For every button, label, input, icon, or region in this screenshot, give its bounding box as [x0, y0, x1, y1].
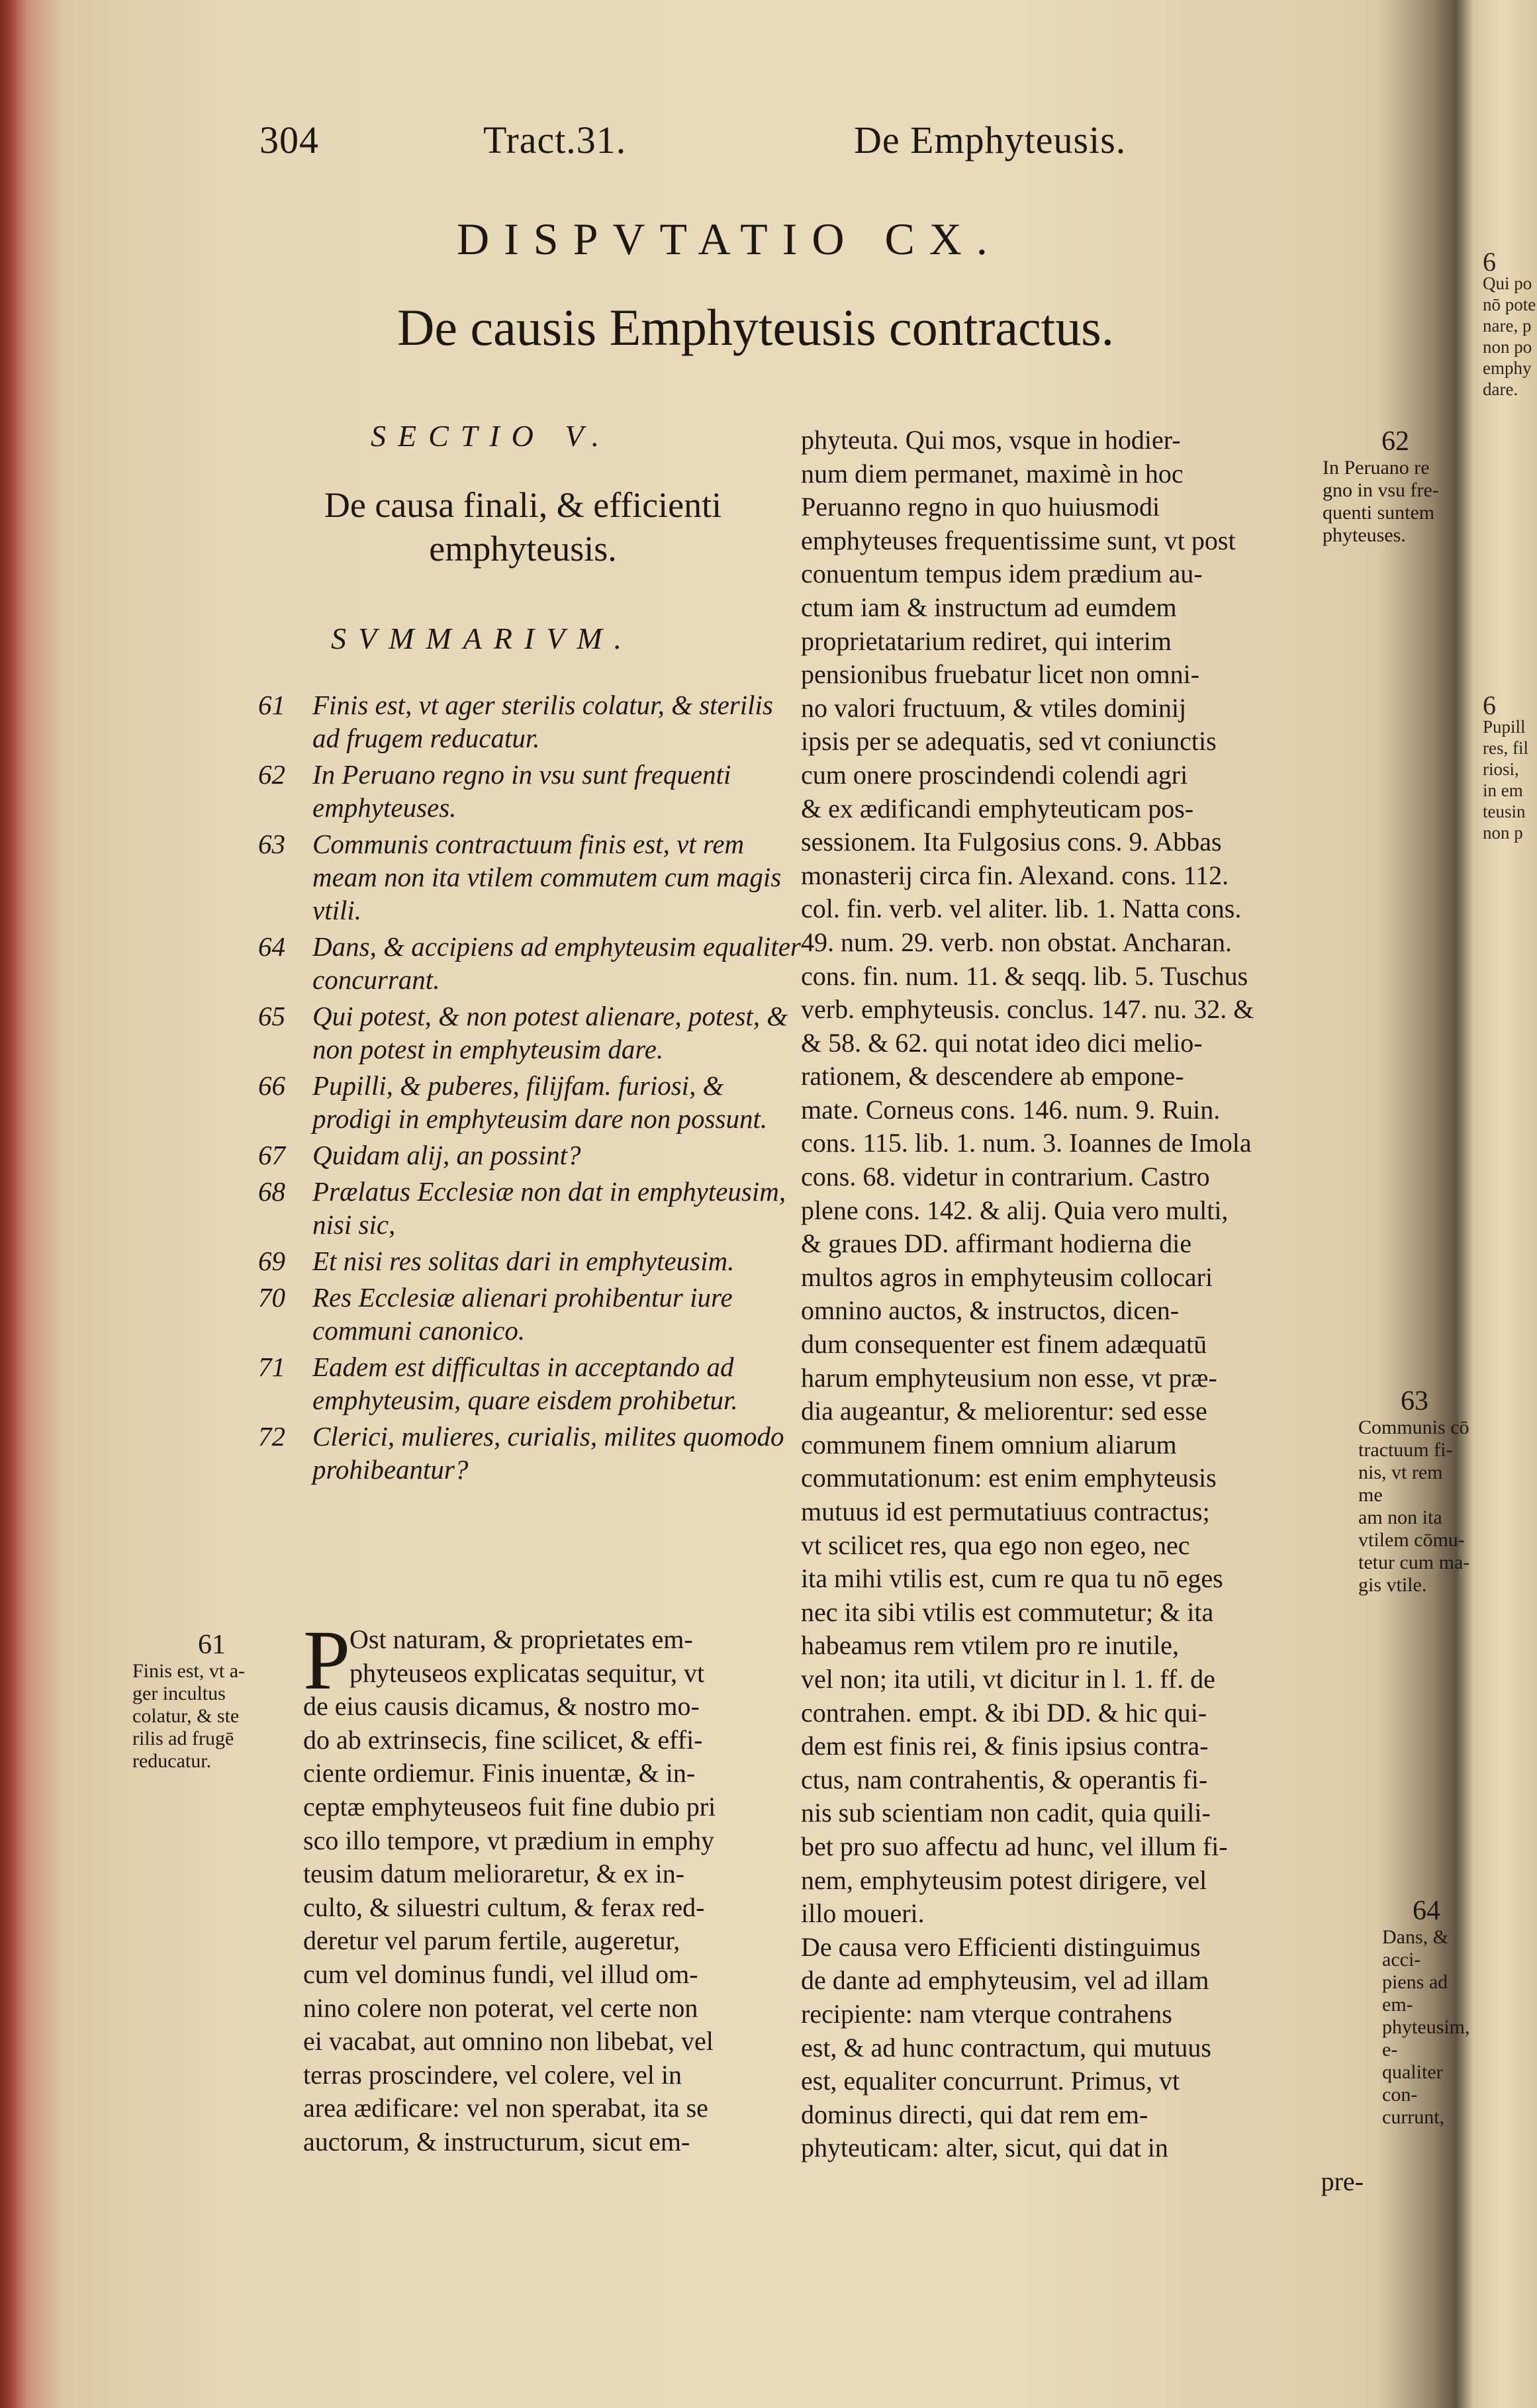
- text-line: de eius causis dicamus, & nostro mo-: [303, 1691, 700, 1722]
- summarium-item: [252, 1281, 801, 1347]
- fragment-line: nō pote: [1483, 295, 1536, 314]
- text-line: de dante ad emphyteusim, vel ad illam: [801, 1965, 1209, 1996]
- margin-note-line: quenti suntem: [1323, 502, 1435, 524]
- text-line: dum consequenter est finem adæquatū: [801, 1329, 1207, 1360]
- summarium-item: [252, 1069, 801, 1135]
- summarium-text: In Peruano regno in vsu sunt frequenti emphyteuses.: [312, 759, 731, 823]
- text-line: ita mihi vtilis est, cum re qua tu nō eges: [801, 1563, 1223, 1594]
- summarium-text: Dans, & accipiens ad emphyteusim equaliter concurrant.: [312, 931, 801, 995]
- tract-label: Tract.31.: [483, 118, 627, 162]
- fragment-line: 6: [1483, 247, 1496, 277]
- text-line: bet pro suo affectu ad hunc, vel illum fi-: [801, 1831, 1228, 1861]
- text-line: sco illo tempore, vt prædium in emphy: [303, 1825, 715, 1855]
- text-line: habeamus rem vtilem pro re inutile,: [801, 1630, 1179, 1661]
- section-heading-line: De causa finali, & efficienti: [324, 485, 722, 525]
- running-title: De Emphyteusis.: [854, 118, 1127, 162]
- summarium-number: 64: [258, 931, 285, 962]
- summarium-heading: SVMMARIVM.: [331, 622, 634, 655]
- margin-note-number: 61: [198, 1630, 226, 1660]
- summarium-number: 69: [258, 1246, 285, 1276]
- summarium-text: Qui potest, & non potest alienare, potest, & non potest in emphyteusim dare.: [312, 1001, 788, 1064]
- text-line: mate. Corneus cons. 146. num. 9. Ruin.: [801, 1094, 1221, 1125]
- summarium-text: Clerici, mulieres, curialis, milites quomodo prohibeantur?: [312, 1421, 784, 1485]
- left-column-text: [303, 1613, 826, 2159]
- text-line: ciente ordiemur. Finis inuentæ, & in-: [303, 1758, 696, 1788]
- text-line: pensionibus fruebatur licet non omni-: [801, 659, 1200, 690]
- text-line: phyteuseos explicatas sequitur, vt: [349, 1657, 705, 1688]
- margin-note-line: colatur, & ste: [132, 1705, 240, 1727]
- margin-note-line: gno in vsu fre-: [1323, 479, 1439, 501]
- text-line: dia augeantur, & meliorentur: sed esse: [801, 1396, 1207, 1426]
- margin-note-62: [1323, 426, 1468, 547]
- section-heading-line: emphyteusis.: [429, 529, 617, 569]
- text-line: area ædificare: vel non sperabat, ita se: [303, 2093, 708, 2123]
- text-line: dominus directi, qui dat rem em-: [801, 2099, 1148, 2129]
- facing-page-fragment-top: [1483, 247, 1537, 400]
- main-title: De causis Emphyteusis contractus.: [397, 299, 1115, 356]
- text-line: De causa vero Efficienti distinguimus: [801, 1931, 1201, 1962]
- text-line: ipsis per se adequatis, sed vt coniunctis: [801, 726, 1217, 757]
- margin-note-line: In Peruano re: [1323, 457, 1430, 479]
- text-line: verb. emphyteusis. conclus. 147. nu. 32. &: [801, 994, 1254, 1025]
- summarium-item: [252, 1244, 801, 1277]
- summarium-text: Quidam alij, an possint?: [312, 1140, 581, 1170]
- summarium-item: [252, 999, 801, 1066]
- fragment-line: Qui po: [1483, 273, 1532, 293]
- margin-note-line: rilis ad frugē: [132, 1728, 234, 1749]
- text-line: & 58. & 62. qui notat ideo dici melio-: [801, 1027, 1203, 1058]
- text-line: nec ita sibi vtilis est commutetur; & ita: [801, 1597, 1214, 1627]
- text-line: deretur vel parum fertile, augeretur,: [303, 1925, 680, 1956]
- text-line: do ab extrinsecis, fine scilicet, & effi-: [303, 1724, 703, 1755]
- summarium-item: [252, 1175, 801, 1241]
- summarium-number: 72: [258, 1421, 285, 1452]
- margin-note-64: [1382, 1896, 1471, 2129]
- catchword: pre-: [1321, 2166, 1364, 2196]
- text-line: multos agros in emphyteusim collocari: [801, 1262, 1213, 1292]
- summarium-number: 62: [258, 759, 285, 790]
- margin-note-line: currunt,: [1382, 2106, 1445, 2128]
- text-line: teusim datum melioraretur, & ex in-: [303, 1859, 685, 1889]
- text-line: Peruanno regno in quo huiusmodi: [801, 492, 1160, 522]
- text-line: col. fin. verb. vel aliter. lib. 1. Natta cons.: [801, 894, 1242, 924]
- margin-note-line: Communis cō: [1358, 1416, 1469, 1438]
- text-line: contrahen. empt. & ibi DD. & hic qui-: [801, 1697, 1207, 1728]
- text-line: no valori fructuum, & vtiles dominij: [801, 692, 1187, 723]
- text-line: culto, & siluestri cultum, & ferax red-: [303, 1892, 705, 1922]
- summarium-number: 65: [258, 1001, 285, 1031]
- right-column-text: [801, 424, 1364, 2198]
- text-line: cum vel dominus fundi, vel illud om-: [303, 1959, 698, 1989]
- margin-note-line: phyteusim, e-: [1382, 2016, 1470, 2061]
- text-line: est, equaliter concurrunt. Primus, vt: [801, 2066, 1180, 2096]
- fragment-line: non po: [1483, 337, 1532, 357]
- facing-page-edge: [1473, 0, 1537, 2408]
- text-line: auctorum, & instructurum, sicut em-: [303, 2126, 690, 2156]
- summarium-item: [252, 827, 801, 927]
- margin-note-line: am non ita: [1358, 1506, 1442, 1528]
- text-line: communem finem omnium aliarum: [801, 1429, 1177, 1459]
- text-line: & graues DD. affirmant hodierna die: [801, 1228, 1192, 1259]
- margin-note-line: nis, vt rem me: [1358, 1461, 1443, 1506]
- text-line: cons. fin. num. 11. & seqq. lib. 5. Tuschus: [801, 960, 1248, 991]
- text-line: nem, emphyteusim potest dirigere, vel: [801, 1865, 1207, 1895]
- summarium-text: Et nisi res solitas dari in emphyteusim.: [312, 1246, 735, 1276]
- text-line: cons. 115. lib. 1. num. 3. Ioannes de Imola: [801, 1128, 1252, 1158]
- text-line: monasterij circa fin. Alexand. cons. 112.: [801, 860, 1229, 890]
- summarium-item: [252, 1420, 801, 1486]
- summarium-text: Finis est, vt ager sterilis colatur, & sterilis ad frugem reducatur.: [312, 690, 773, 753]
- fragment-line: emphy: [1483, 358, 1532, 378]
- summarium-number: 63: [258, 829, 285, 859]
- summarium-text: Communis contractuum finis est, vt rem meam non ita vtilem commutem cum magis vtili.: [312, 829, 782, 925]
- text-line: ceptæ emphyteuseos fuit fine dubio pri: [303, 1791, 716, 1822]
- margin-note-line: qualiter con-: [1382, 2061, 1443, 2106]
- margin-note-line: reducatur.: [132, 1750, 212, 1772]
- text-line: Ost naturam, & proprietates em-: [349, 1624, 693, 1654]
- text-line: vel non; ita utili, vt dicitur in l. 1. ff. de: [801, 1663, 1215, 1694]
- summarium-list: [252, 688, 801, 1489]
- facing-page-fragment-middle: [1483, 690, 1537, 843]
- sectio-label: SECTIO V.: [371, 419, 612, 453]
- text-line: commutationum: est enim emphyteusis: [801, 1463, 1217, 1493]
- margin-note-line: Finis est, vt a-: [132, 1660, 245, 1682]
- margin-note-line: phyteuses.: [1323, 524, 1406, 546]
- text-line: phyteuticam: alter, sicut, qui dat in: [801, 2133, 1168, 2163]
- text-line: emphyteuses frequentissime sunt, vt post: [801, 525, 1236, 555]
- margin-note-number: 63: [1401, 1386, 1428, 1416]
- summarium-number: 67: [258, 1140, 285, 1170]
- margin-note-number: 62: [1381, 426, 1409, 457]
- text-line: nino colere non poterat, vel certe non: [303, 1992, 698, 2023]
- fragment-line: 6: [1483, 690, 1496, 720]
- text-line: rationem, & descendere ab empone-: [801, 1061, 1184, 1091]
- margin-note-line: tetur cum ma-: [1358, 1551, 1470, 1573]
- text-line: plene cons. 142. & alij. Quia vero multi,: [801, 1195, 1229, 1225]
- text-line: proprietatarium rediret, qui interim: [801, 625, 1172, 656]
- summarium-number: 68: [258, 1176, 285, 1207]
- page-number: 304: [259, 118, 319, 162]
- margin-note-63: [1358, 1386, 1471, 1597]
- text-line: illo moueri.: [801, 1898, 925, 1929]
- text-line: omnino auctos, & instructos, dicen-: [801, 1295, 1180, 1326]
- fragment-line: non p: [1483, 823, 1523, 843]
- text-line: ei vacabat, aut omnino non libebat, vel: [303, 2026, 714, 2057]
- summarium-text: Res Ecclesiæ alienari prohibentur iure communi canonico.: [312, 1282, 733, 1346]
- margin-note-line: Dans, & acci-: [1382, 1926, 1448, 1970]
- drop-cap: P: [303, 1613, 351, 1707]
- text-line: cum onere proscindendi colendi agri: [801, 759, 1188, 790]
- text-line: & ex ædificandi emphyteuticam pos-: [801, 793, 1194, 823]
- summarium-item: [252, 688, 801, 755]
- section-heading: [271, 483, 774, 571]
- summarium-item: [252, 930, 801, 996]
- text-line: num diem permanet, maximè in hoc: [801, 458, 1184, 488]
- summarium-number: 61: [258, 690, 285, 720]
- summarium-number: 70: [258, 1282, 285, 1313]
- text-line: harum emphyteusium non esse, vt præ-: [801, 1362, 1217, 1393]
- text-line: recipiente: nam vterque contrahens: [801, 1998, 1172, 2029]
- text-line: phyteuta. Qui mos, vsque in hodier-: [801, 425, 1181, 455]
- fragment-line: teusin: [1483, 802, 1526, 821]
- margin-note-line: gis vtile.: [1358, 1574, 1427, 1596]
- text-line: dem est finis rei, & finis ipsius contra-: [801, 1731, 1209, 1761]
- summarium-number: 71: [258, 1352, 285, 1382]
- text-line: terras proscindere, vel colere, vel in: [303, 2059, 682, 2090]
- margin-note-line: ger incultus: [132, 1683, 226, 1704]
- text-line: cons. 68. videtur in contrarium. Castro: [801, 1162, 1210, 1192]
- disputatio-title: DISPVTATIO CX.: [457, 214, 1002, 264]
- margin-note-61: [132, 1630, 291, 1773]
- fragment-line: res, fil: [1483, 738, 1528, 758]
- summarium-text: Prælatus Ecclesiæ non dat in emphyteusim, nisi sic,: [312, 1176, 786, 1240]
- text-line: mutuus id est permutatiuus contractus;: [801, 1497, 1210, 1526]
- text-line: sessionem. Ita Fulgosius cons. 9. Abbas: [801, 827, 1222, 857]
- summarium-item: [252, 1138, 801, 1172]
- text-line: 49. num. 29. verb. non obstat. Ancharan.: [801, 927, 1232, 957]
- text-line: nis sub scientiam non cadit, quia quili-: [801, 1798, 1211, 1828]
- summarium-number: 66: [258, 1070, 285, 1101]
- text-line: conuentum tempus idem prædium au-: [801, 559, 1203, 589]
- fragment-line: in em: [1483, 780, 1523, 800]
- summarium-text: Eadem est difficultas in acceptando ad emphyteusim, quare eisdem prohibetur.: [312, 1352, 738, 1415]
- summarium-text: Pupilli, & puberes, filijfam. furiosi, & prodigi in emphyteusim dare non possunt.: [312, 1070, 768, 1134]
- text-line: vt scilicet res, qua ego non egeo, nec: [801, 1530, 1190, 1560]
- fragment-line: nare, p: [1483, 316, 1532, 336]
- fragment-line: Pupill: [1483, 717, 1526, 737]
- fragment-line: dare.: [1483, 379, 1518, 399]
- margin-note-line: tractuum fi-: [1358, 1439, 1453, 1461]
- margin-note-number: 64: [1413, 1896, 1440, 1926]
- margin-note-line: vtilem cōmu-: [1358, 1529, 1465, 1551]
- text-line: ctus, nam contrahentis, & operantis fi-: [801, 1764, 1208, 1794]
- text-line: ctum iam & instructum ad eumdem: [801, 592, 1177, 622]
- fragment-line: riosi,: [1483, 759, 1519, 779]
- summarium-item: [252, 758, 801, 824]
- margin-note-line: piens ad em-: [1382, 1971, 1448, 2015]
- summarium-item: [252, 1350, 801, 1416]
- text-line: est, & ad hunc contractum, qui mutuus: [801, 2032, 1211, 2062]
